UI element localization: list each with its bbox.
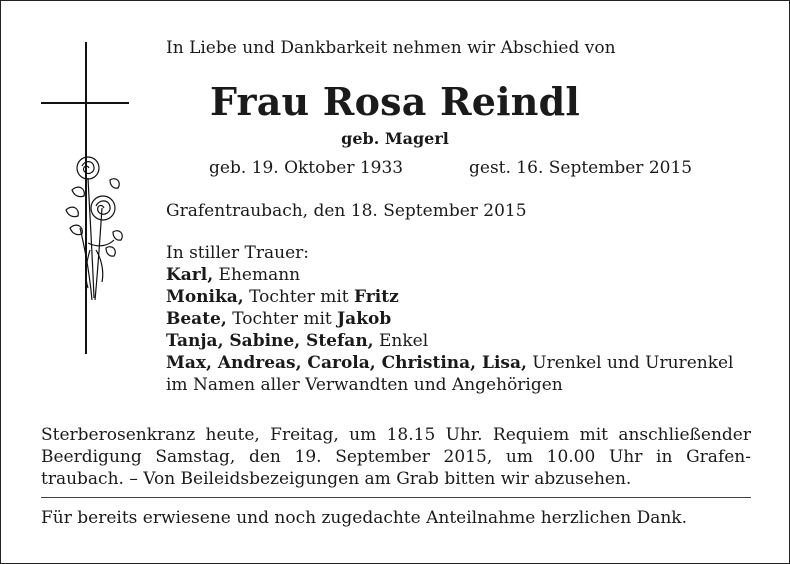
birth-date: geb. 19. Oktober 1933 [209, 158, 404, 178]
service-text [41, 424, 751, 490]
intro-text: In Liebe und Dankbarkeit nehmen wir Abschied von [166, 38, 616, 58]
divider [41, 497, 751, 498]
mourner-line: Tanja, Sabine, Stefan, Enkel [166, 331, 429, 351]
place-date: Grafentraubach, den 18. September 2015 [166, 201, 527, 221]
roses-icon [58, 148, 134, 303]
thanks-text: Für bereits erwiesene und noch zugedachte Anteilnahme herzlichen Dank. [41, 508, 687, 528]
mourner-line: Monika, Tochter mit Fritz [166, 287, 399, 307]
mourner-line: Beate, Tochter mit Jakob [166, 309, 392, 329]
mourner-line: Karl, Ehemann [166, 265, 301, 285]
mourner-line: Max, Andreas, Carola, Christina, Lisa, Urenkel und Ururenkel [166, 353, 734, 373]
service-line: Beerdigung Samstag, den 19. September 2015, um 10.00 Uhr in Grafen- [41, 447, 751, 467]
death-date: gest. 16. September 2015 [469, 158, 693, 178]
mourners-list [166, 242, 734, 396]
service-line: Sterberosenkranz heute, Freitag, um 18.15 Uhr. Requiem mit anschließender [41, 425, 751, 445]
service-line: traubach. – Von Beileidsbezeigungen am Grab bitten wir abzusehen. [41, 469, 632, 489]
relatives-line: im Namen aller Verwandten und Angehörigen [166, 375, 563, 395]
deceased-name: Frau Rosa Reindl [209, 79, 580, 124]
maiden-name: geb. Magerl [341, 129, 449, 148]
mourners-heading: In stiller Trauer: [166, 243, 309, 263]
